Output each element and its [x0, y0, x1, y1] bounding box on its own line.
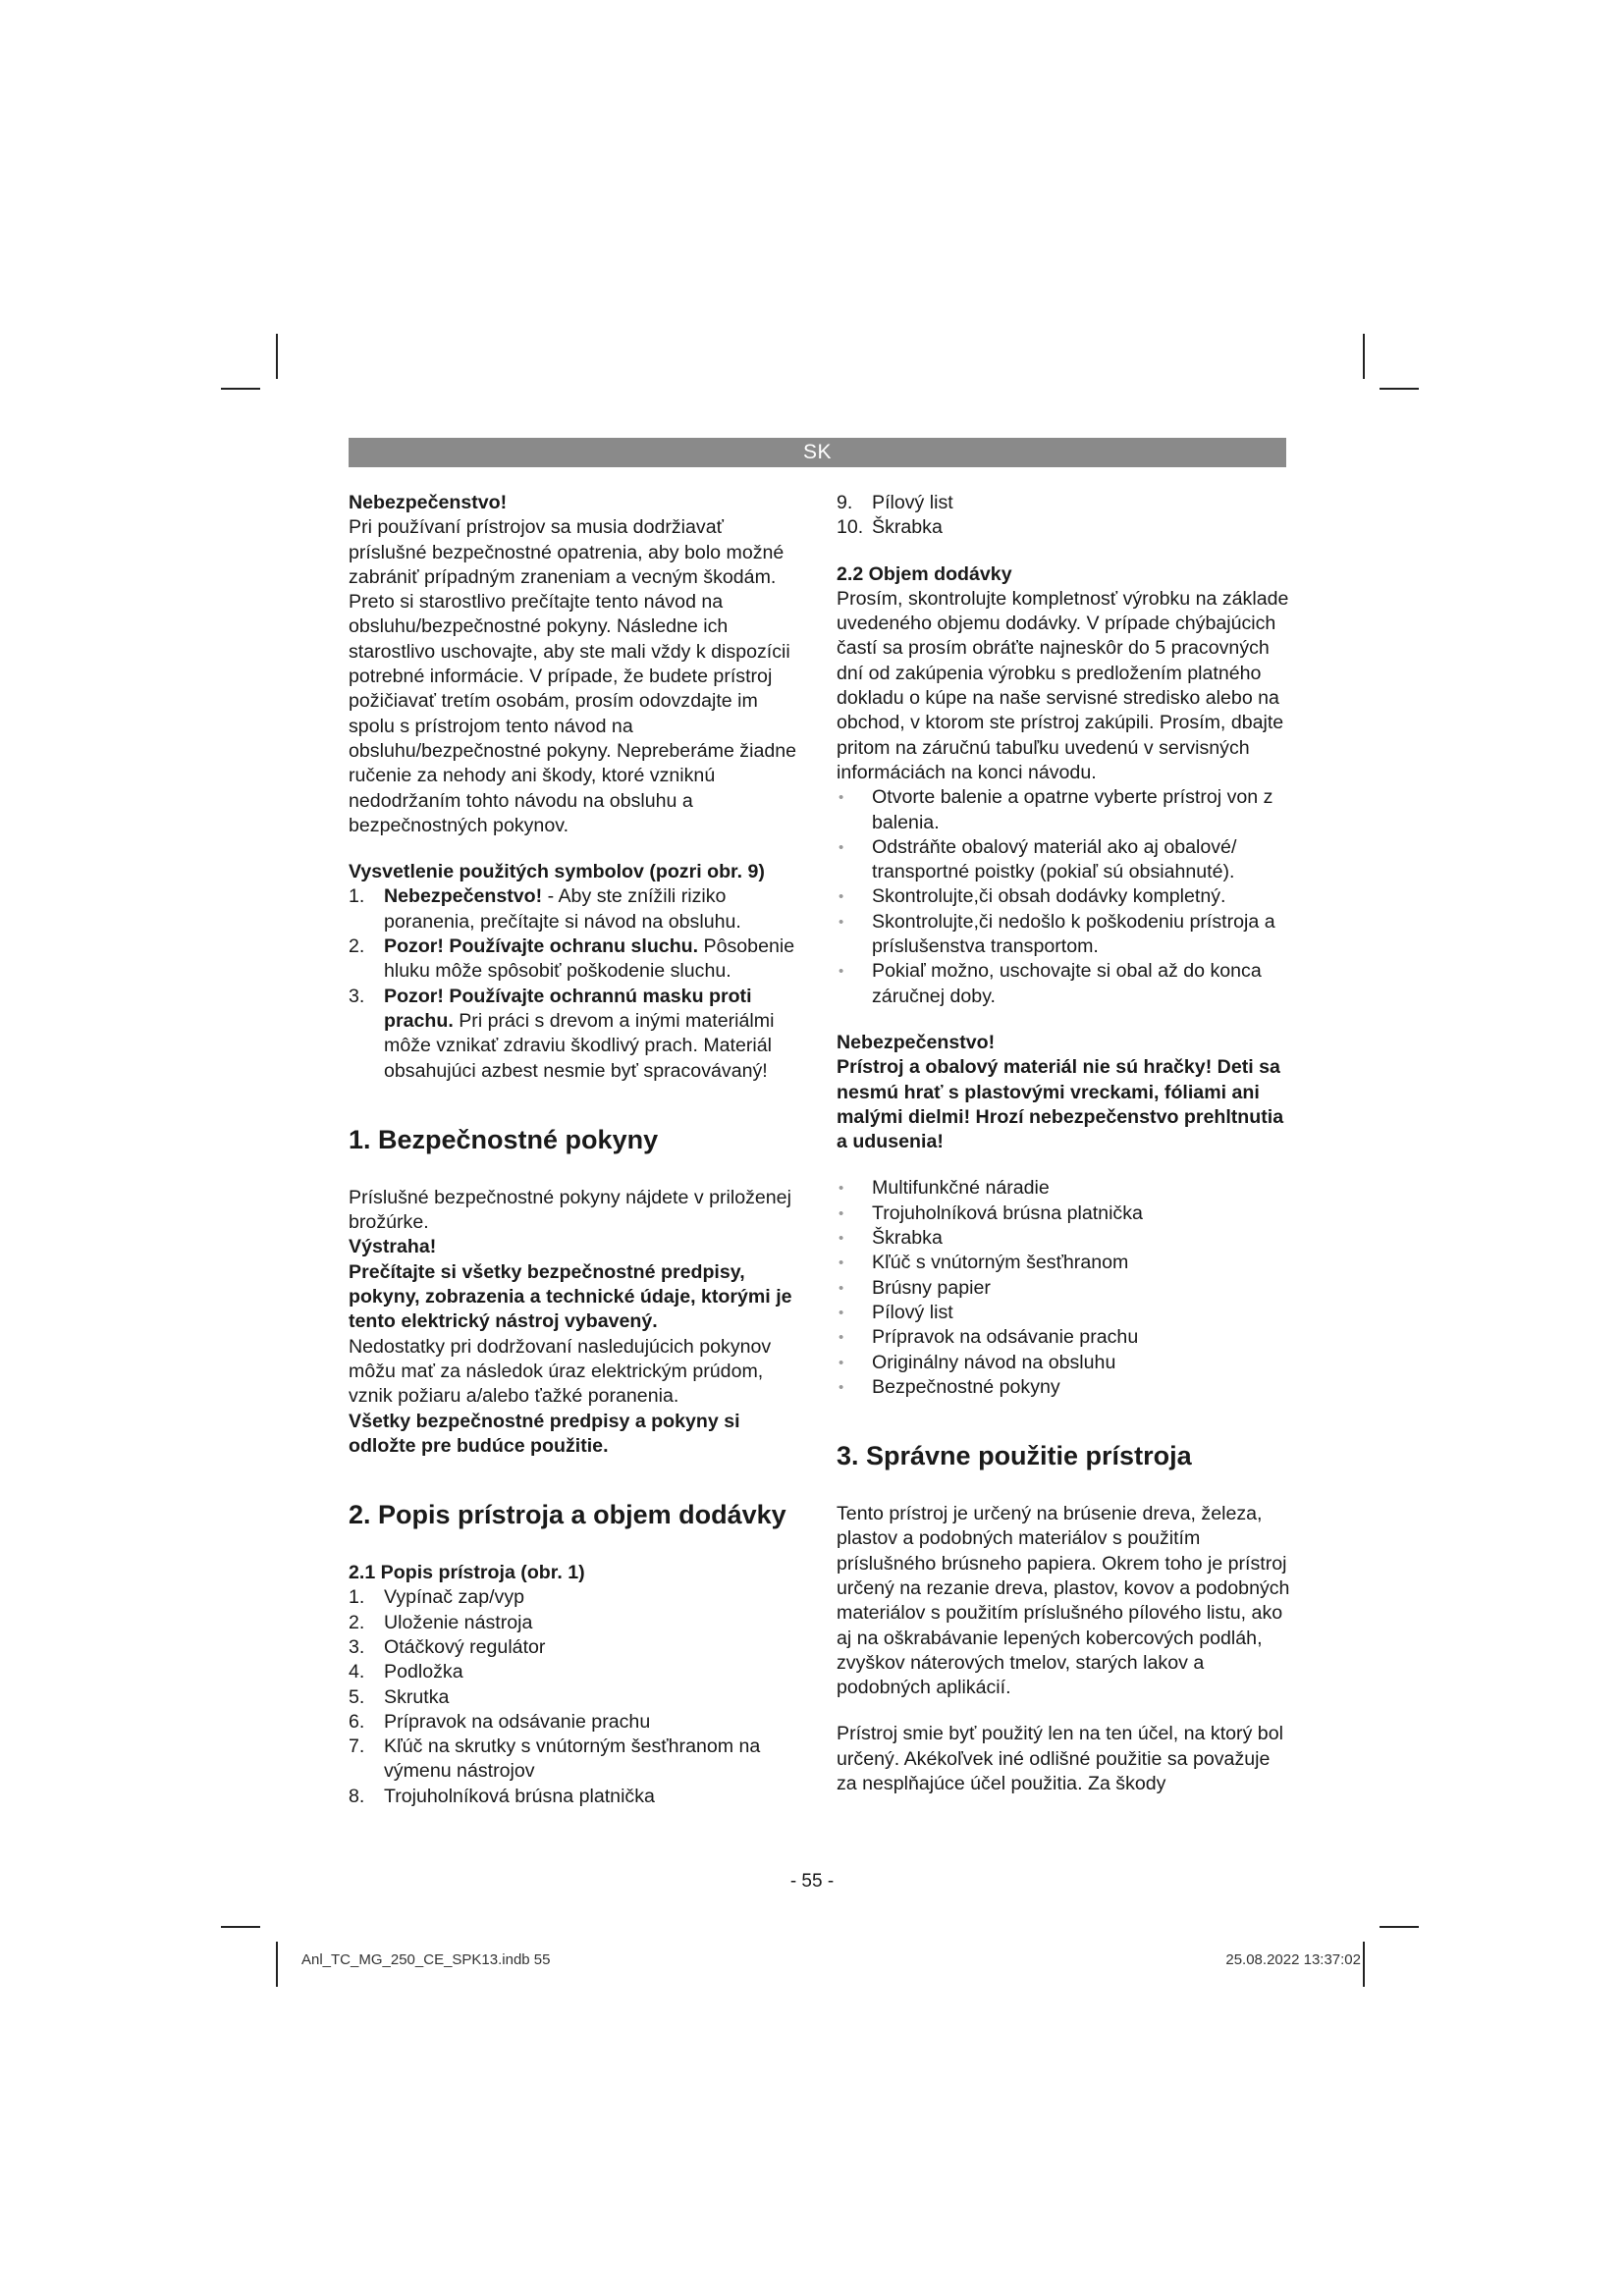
bullet-icon: • [839, 963, 844, 981]
contents-list [837, 1176, 1293, 1400]
symbol-item: 3. Pozor! Používajte ochrannú masku proti prachu. Pri práci s drevom a inými materiálmi môže vznikať zdraviu škodlivý prach. Materiál obsahujúci azbest nesmie byť spracovávaný! [349, 985, 775, 1082]
list-item: • Odstráňte obalový materiál ako aj obalové/ transportné poistky (pokiaľ sú obsiahnuté). [839, 835, 1237, 883]
warning-keep-text: Všetky bezpečnostné predpisy a pokyny si odložte pre budúce použitie. [349, 1410, 740, 1457]
subsection-2-1-title: 2.1 Popis prístroja (obr. 1) [349, 1562, 585, 1584]
list-item: 6. Prípravok na odsávanie prachu [349, 1710, 651, 1733]
section-1-title: 1. Bezpečnostné pokyny [349, 1124, 659, 1154]
list-item: • Skontrolujte,či nedošlo k poškodeniu prístroja a príslušenstva transportom. [839, 910, 1275, 958]
list-item: 1. Vypínač zap/vyp [349, 1586, 525, 1609]
bullet-icon: • [839, 1255, 844, 1272]
bullet-icon: • [839, 1230, 844, 1248]
bullet-icon: • [839, 1378, 844, 1396]
danger-heading: Nebezpečenstvo! [349, 492, 508, 513]
section-2-title: 2. Popis prístroja a objem dodávky [349, 1500, 786, 1530]
bullet-icon: • [839, 888, 844, 906]
danger-2-text: Prístroj a obalový materiál nie sú hračky! Deti sa nesmú hrať s plastovými vreckami, fóliami ani malými dielmi! Hrozí nebezpečenstvo prehltnutia a udusenia! [837, 1056, 1284, 1153]
right-column [837, 491, 1293, 1796]
symbol-item: 1. Nebezpečenstvo! - Aby ste znížili riziko poranenia, prečítajte si návod na obsluhu. [349, 885, 741, 933]
list-item: 4. Podložka [349, 1661, 463, 1683]
list-item: • Pokiaľ možno, uschovajte si obal až do konca záručnej doby. [839, 960, 1262, 1007]
section-3-title: 3. Správne použitie prístroja [837, 1441, 1192, 1471]
section-1-intro: Príslušné bezpečnostné pokyny nájdete v priloženej brožúrke. [349, 1186, 791, 1234]
list-item: • Multifunkčné náradie [837, 1176, 1293, 1201]
list-item: 9. Pílový list [837, 492, 953, 513]
list-item: • Trojuholníková brúsna platnička [837, 1201, 1293, 1226]
bullet-icon: • [839, 838, 844, 856]
bullet-icon: • [839, 789, 844, 807]
list-item: 3. Otáčkový regulátor [349, 1635, 546, 1658]
list-item: 2. Uloženie nástroja [349, 1611, 533, 1633]
list-item: 7. Kľúč na skrutky s vnútorným šesťhranom na výmenu nástrojov [349, 1735, 761, 1783]
language-header-bar: SK [349, 438, 1286, 467]
delivery-steps-list [837, 785, 1293, 1009]
warning-text: Nedostatky pri dodržovaní nasledujúcich pokynov môžu mať za následok úraz elektrickým prúdom, vznik požiaru a/alebo ťažké poranenia. [349, 1335, 772, 1408]
symbols-heading: Vysvetlenie použitých symbolov (pozri obr. 9) [349, 861, 765, 883]
crop-mark-bottom-right-horizontal [1380, 1926, 1419, 1928]
bullet-icon: • [839, 1180, 844, 1198]
symbol-item: 2. Pozor! Používajte ochranu sluchu. Pôsobenie hluku môže spôsobiť poškodenie sluchu. [349, 935, 795, 983]
parts-list [349, 1585, 805, 1809]
footer-file-name: Anl_TC_MG_250_CE_SPK13.indb 55 [301, 1951, 551, 1968]
bullet-icon: • [839, 1354, 844, 1371]
list-item: • Pílový list [837, 1301, 1293, 1325]
page-number: - 55 - [789, 1871, 835, 1892]
bullet-icon: • [839, 1279, 844, 1297]
crop-mark-top-right-vertical [1363, 334, 1365, 379]
crop-mark-top-left-horizontal [221, 388, 260, 390]
left-column [349, 491, 805, 1809]
bullet-icon: • [839, 913, 844, 931]
list-item: • Škrabka [837, 1226, 1293, 1251]
section-3-paragraph-2: Prístroj smie byť použitý len na ten účel, na ktorý bol určený. Akékoľvek iné odlišné použitie sa považuje za nesplňajúce účel použitia. Za škody [837, 1723, 1283, 1795]
list-item: 5. Skrutka [349, 1685, 450, 1708]
danger-text: Pri používaní prístrojov sa musia dodržiavať príslušné bezpečnostné opatrenia, aby bolo možné zabrániť prípadným zraneniam a vecným škodám. Preto si starostlivo prečítajte tento návod na obsluhu/bezpečnostné pokyny. Následne ich starostlivo uschovajte, aby ste mali vždy k dispozícii potrebné informácie. V prípade, že budete prístroj požičiavať tretím osobám, prosím odovzdajte im spolu s prístrojom tento návod na obsluhu/bezpečnostné pokyny. Nepreberáme žiadne ručenie za nehody ani škody, ktoré vzniknú nedodržaním tohto návodu na obsluhu a bezpečnostných pokynov. [349, 516, 797, 836]
list-item: 10. Škrabka [837, 516, 943, 539]
list-item: • Bezpečnostné pokyny [837, 1375, 1293, 1400]
danger-2-heading: Nebezpečenstvo! [837, 1031, 996, 1053]
bullet-icon: • [839, 1304, 844, 1321]
crop-mark-top-right-horizontal [1380, 388, 1419, 390]
crop-mark-bottom-left-vertical [276, 1942, 278, 1987]
warning-bold-text: Prečítajte si všetky bezpečnostné predpisy, pokyny, zobrazenia a technické údaje, ktorými je tento elektrický nástroj vybavený. [349, 1260, 792, 1333]
warning-heading: Výstraha! [349, 1236, 437, 1258]
crop-mark-bottom-left-horizontal [221, 1926, 260, 1928]
delivery-text: Prosím, skontrolujte kompletnosť výrobku na základe uvedeného objemu dodávky. V prípade chýbajúcich častí sa prosím obráťte najneskôr do 5 pracovných dní od zakúpenia výrobku s predložením platného dokladu o kúpe na naše servisné stredisko alebo na obchod, v ktorom ste prístroj zakúpili. Prosím, dbajte pritom na záručnú tabuľku uvedenú v servisných informáciách na konci návodu. [837, 587, 1289, 783]
list-item: 8. Trojuholníková brúsna platnička [349, 1785, 655, 1807]
list-item: • Otvorte balenie a opatrne vyberte prístroj von z balenia. [839, 786, 1273, 833]
list-item: • Kľúč s vnútorným šesťhranom [837, 1251, 1293, 1275]
section-3-paragraph-1: Tento prístroj je určený na brúsenie dreva, železa, plastov a podobných materiálov s použitím príslušného brúsneho papiera. Okrem toho je prístroj určený na rezanie dreva, plastov, kovov a podobných materiálov s použitím príslušného pílového listu, ako aj na oškrabávanie lepených kobercových podláh, zvyškov náterových tmelov, starých lakov a podobných aplikácií. [837, 1503, 1290, 1699]
symbols-list [349, 884, 805, 1083]
parts-list-continued [837, 491, 1293, 541]
footer-datetime: 25.08.2022 13:37:02 [1225, 1951, 1361, 1968]
list-item: • Prípravok na odsávanie prachu [837, 1325, 1293, 1350]
subsection-2-2-title: 2.2 Objem dodávky [837, 562, 1012, 585]
list-item: • Originálny návod na obsluhu [837, 1351, 1293, 1375]
list-item: • Brúsny papier [837, 1276, 1293, 1301]
crop-mark-top-left-vertical [276, 334, 278, 379]
crop-mark-bottom-right-vertical [1363, 1942, 1365, 1987]
list-item: • Skontrolujte,či obsah dodávky kompletný. [837, 884, 1293, 909]
bullet-icon: • [839, 1329, 844, 1347]
bullet-icon: • [839, 1204, 844, 1222]
